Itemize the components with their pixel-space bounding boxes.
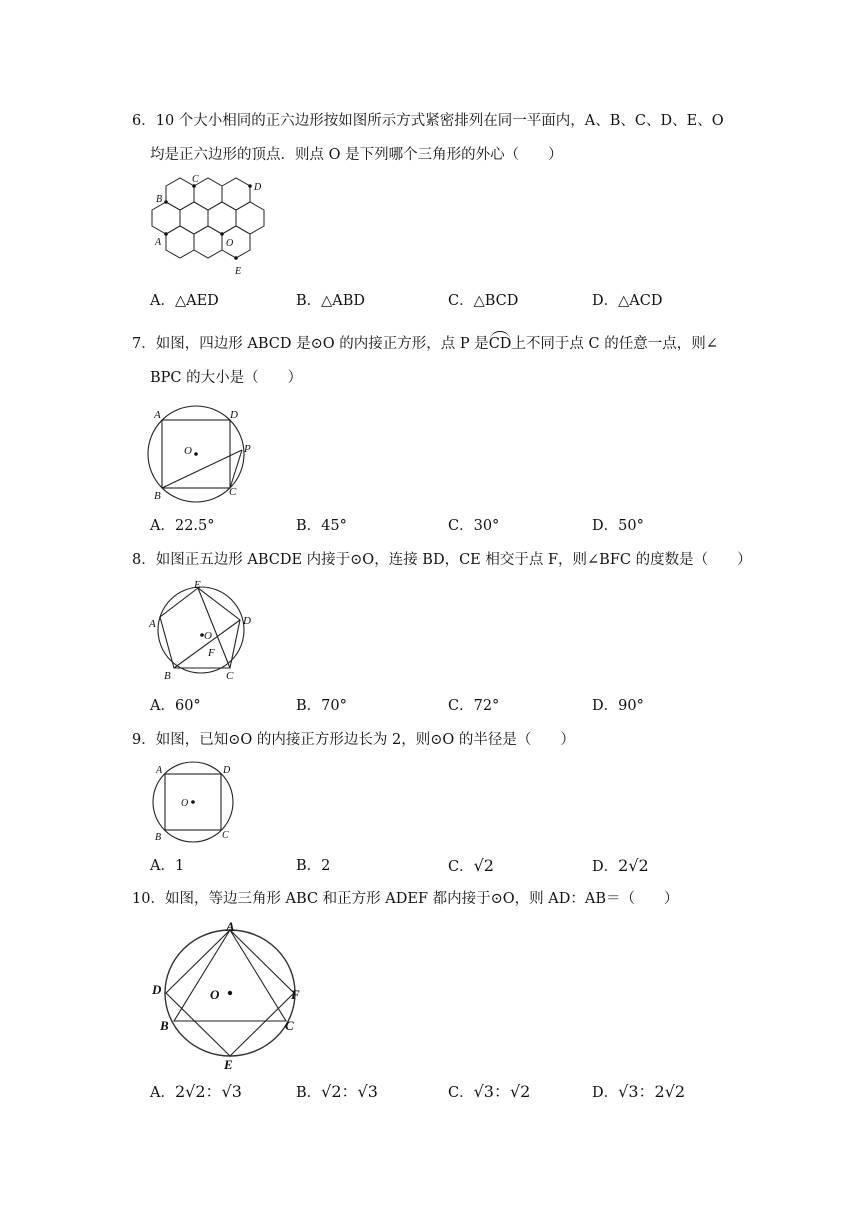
- q7-label-p: P: [244, 443, 251, 455]
- q9-circle-square-figure: [140, 760, 260, 846]
- q6-label-d: D: [254, 182, 262, 193]
- q6-option-c[interactable]: C．△BCD: [448, 293, 519, 309]
- q10-option-d-value: √3：2√2: [618, 1082, 686, 1101]
- q6-label-o: O: [226, 238, 234, 249]
- q9-label-o: O: [181, 798, 189, 809]
- q7-option-d[interactable]: D．50°: [592, 518, 644, 534]
- q9-label-a: A: [156, 765, 163, 776]
- q8-option-b[interactable]: B．70°: [296, 698, 347, 714]
- q9-option-b[interactable]: B．2: [296, 858, 331, 874]
- q8-label-o: O: [204, 630, 212, 642]
- q7-option-a[interactable]: A．22.5°: [150, 518, 215, 534]
- q7-number: 7．: [132, 336, 156, 352]
- q10-number: 10．: [132, 891, 165, 907]
- q6-line1: 10 个大小相同的正六边形按如图所示方式紧密排列在同一平面内，A、B、C、D、E、O: [155, 113, 724, 129]
- q10-option-d[interactable]: [592, 1082, 685, 1103]
- q9-text-line1: [132, 730, 575, 750]
- q10-label-d: D: [152, 982, 162, 997]
- q10-option-b-value: √2：√3: [321, 1082, 378, 1101]
- q10-label-a: A: [226, 919, 235, 934]
- q9-option-c[interactable]: [448, 856, 494, 877]
- q8-label-d: D: [243, 615, 251, 627]
- q9-label-b: B: [155, 832, 162, 843]
- q6-number: 6．: [132, 113, 156, 129]
- q10-option-b[interactable]: [296, 1082, 378, 1103]
- q9-option-d-letter: D．: [592, 859, 619, 875]
- q6-text-line2: 均是正六边形的顶点．则点 O 是下列哪个三角形的外心（ ）: [150, 147, 563, 163]
- q10-label-f: F: [291, 987, 300, 1002]
- q9-label-c: C: [222, 830, 229, 841]
- q10-option-c-letter: C．: [448, 1085, 474, 1101]
- q10-triangle-square-figure: [140, 916, 320, 1076]
- q6-label-e: E: [235, 266, 242, 277]
- q8-label-b: B: [164, 670, 171, 682]
- q7-arc-cd: CD: [488, 336, 512, 352]
- q9-line1: 如图，已知⊙O 的内接正方形边长为 2，则⊙O 的半径是（ ）: [155, 732, 575, 748]
- q10-label-b: B: [160, 1018, 169, 1033]
- q6-option-d[interactable]: D．△ACD: [592, 293, 663, 309]
- q6-label-c: C: [192, 174, 199, 185]
- q8-label-a: A: [149, 618, 156, 630]
- q8-text-line1: [132, 550, 752, 570]
- q8-number: 8．: [132, 552, 156, 568]
- q7-label-c: C: [229, 486, 237, 498]
- q10-label-e: E: [224, 1057, 233, 1072]
- q6-option-b[interactable]: B．△ABD: [296, 293, 366, 309]
- q7-label-a: A: [154, 409, 161, 421]
- q8-label-f: F: [208, 647, 215, 659]
- q9-option-c-value: √2: [473, 856, 494, 875]
- q8-label-e: E: [194, 580, 201, 591]
- q10-line1: 如图，等边三角形 ABC 和正方形 ADEF 都内接于⊙O，则 AD：AB＝（ ）: [164, 891, 679, 907]
- q7-option-b[interactable]: B．45°: [296, 518, 347, 534]
- q7-option-c[interactable]: C．30°: [448, 518, 500, 534]
- q7-line1-a: 如图，四边形 ABCD 是⊙O 的内接正方形，点 P 是: [155, 336, 489, 352]
- q9-number: 9．: [132, 732, 156, 748]
- q8-pentagon-figure: [140, 580, 270, 684]
- q8-label-c: C: [226, 670, 234, 682]
- q10-option-a[interactable]: [150, 1082, 242, 1103]
- q10-option-c-value: √3：√2: [473, 1082, 531, 1101]
- q8-option-c[interactable]: C．72°: [448, 698, 500, 714]
- q10-text-line1: [132, 889, 679, 909]
- q7-circle-square-figure: [140, 402, 270, 510]
- q7-text-line1: [132, 334, 718, 354]
- q7-text-line2: BPC 的大小是（ ）: [150, 370, 303, 386]
- q10-option-a-letter: A．: [150, 1085, 175, 1101]
- q10-option-a-value: 2√2：√3: [174, 1082, 242, 1101]
- q7-label-o: O: [184, 445, 192, 457]
- q8-option-d[interactable]: D．90°: [592, 698, 644, 714]
- q7-label-b: B: [154, 490, 161, 502]
- q9-option-d[interactable]: [592, 856, 649, 877]
- q8-option-a[interactable]: A．60°: [150, 698, 201, 714]
- q9-option-a[interactable]: A．1: [150, 858, 185, 874]
- q7-label-d: D: [230, 409, 238, 421]
- q6-label-b: B: [156, 194, 163, 205]
- q10-label-c: C: [285, 1018, 294, 1033]
- q6-text-line1: [132, 111, 724, 131]
- q6-hexagon-figure: [140, 170, 280, 280]
- q7-line1-b: 上不同于点 C 的任意一点，则∠: [511, 336, 718, 352]
- q6-option-a[interactable]: A．△AED: [150, 293, 219, 309]
- q8-line1: 如图正五边形 ABCDE 内接于⊙O，连接 BD，CE 相交于点 F，则∠BFC 的度数是（ ）: [155, 552, 752, 568]
- q10-option-b-letter: B．: [296, 1085, 322, 1101]
- q6-label-a: A: [155, 237, 162, 248]
- q9-option-c-letter: C．: [448, 859, 474, 875]
- q9-label-d: D: [223, 765, 231, 776]
- q10-option-c[interactable]: [448, 1082, 530, 1103]
- q9-option-d-value: 2√2: [618, 856, 649, 875]
- q10-option-d-letter: D．: [592, 1085, 619, 1101]
- q10-label-o: O: [210, 987, 220, 1002]
